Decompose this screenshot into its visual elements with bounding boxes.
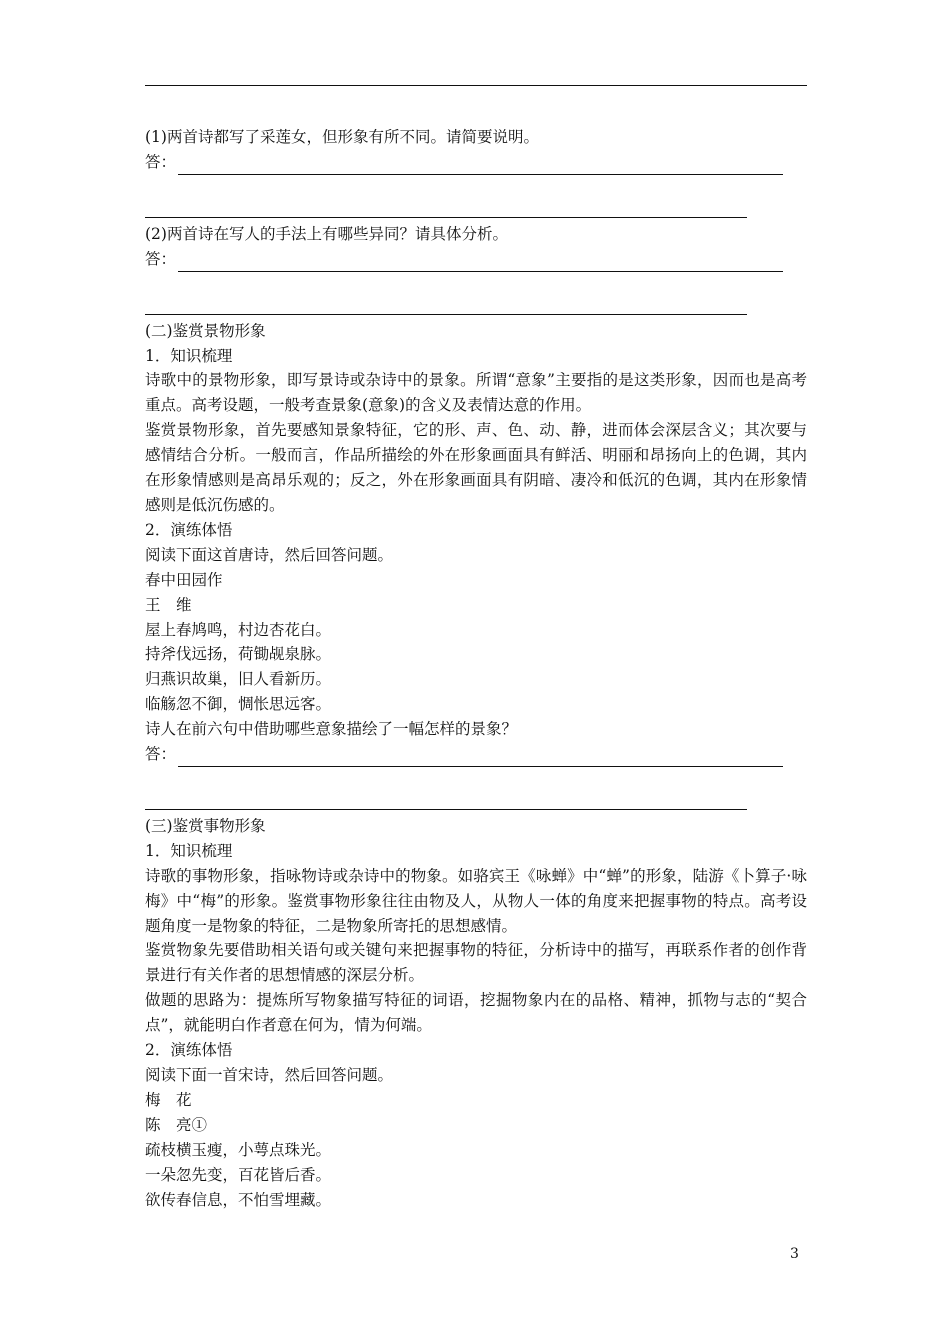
top-rule: [145, 85, 807, 86]
paragraph: 诗歌的事物形象，指咏物诗或杂诗中的物象。如骆宾王《咏蝉》中“蝉”的形象，陆游《卜算子·咏梅》中“梅”的形象。鉴赏事物形象往往由物及人，从物人一体的角度来把握事物的特点。高考设题角度一是物象的特征，二是物象所寄托的思想感情。: [145, 866, 807, 935]
answer-rule: [145, 297, 747, 315]
poem-line: 持斧伐远扬，荷锄觇泉脉。: [145, 645, 332, 664]
page-number: 3: [790, 1246, 799, 1262]
poem-title: 梅 花: [145, 1090, 192, 1109]
paragraph: 鉴赏物象先要借助相关语句或关键句来把握事物的特征，分析诗中的描写，再联系作者的创作背景进行有关作者的思想情感的深层分析。: [145, 941, 807, 985]
poem-author: 陈 亮①: [145, 1115, 208, 1134]
question: 诗人在前六句中借助哪些意象描绘了一幅怎样的景象？: [145, 720, 518, 739]
answer-rule: [145, 200, 747, 218]
answer-blank[interactable]: [178, 752, 783, 767]
answer-blank[interactable]: [178, 257, 783, 272]
subheading: 2．演练体悟: [145, 520, 233, 539]
paragraph: 鉴赏景物形象，首先要感知景象特征，它的形、声、色、动、静，进而体会深层含义；其次要与感情结合分析。一般而言，作品所描绘的外在形象画面具有鲜活、明丽和昂扬向上的色调，其内在形象情感则是高昂乐观的；反之，外在形象画面具有阴暗、凄冷和低沉的色调，其内在形象情感则是低沉伤感的。: [145, 421, 807, 514]
paragraph: 诗歌中的景物形象，即写景诗或杂诗中的景象。所谓“意象”主要指的是这类形象，因而也是高考重点。高考设题，一般考查景象(意象)的含义及表情达意的作用。: [145, 371, 807, 415]
document-body: [145, 125, 807, 1212]
section-heading: (三)鉴赏事物形象: [145, 816, 266, 835]
paragraph: 做题的思路为：提炼所写物象描写特征的词语，挖掘物象内在的品格、精神，抓物与志的“契合点”，就能明白作者意在何为，情为何端。: [145, 991, 807, 1035]
question-1: (1)两首诗都写了采莲女，但形象有所不同。请简要说明。: [145, 128, 539, 146]
poem-line: 疏枝横玉瘦，小萼点珠光。: [145, 1140, 332, 1159]
answer-label: 答：: [145, 249, 177, 268]
answer-label: 答：: [145, 745, 177, 764]
answer-blank[interactable]: [178, 160, 783, 175]
section-heading: (二)鉴赏景物形象: [145, 321, 266, 340]
answer-line: [145, 150, 807, 175]
answer-label: 答：: [145, 152, 177, 171]
poem-line: 临觞忽不御，惆怅思远客。: [145, 695, 332, 714]
poem-line: 归燕识故巢，旧人看新历。: [145, 670, 332, 689]
subheading: 1．知识梳理: [145, 346, 233, 365]
poem-title: 春中田园作: [145, 570, 223, 589]
reading-intro: 阅读下面这首唐诗，然后回答问题。: [145, 545, 394, 564]
answer-line: [145, 247, 807, 272]
question-2: (2)两首诗在写人的手法上有哪些异同？请具体分析。: [145, 224, 508, 243]
poem-line: 一朵忽先变，百花皆后香。: [145, 1165, 332, 1184]
subheading: 1．知识梳理: [145, 841, 233, 860]
answer-rule: [145, 792, 747, 810]
poem-line: 欲传春信息，不怕雪埋藏。: [145, 1190, 332, 1209]
poem-author: 王 维: [145, 595, 192, 614]
subheading: 2．演练体悟: [145, 1041, 233, 1060]
poem-line: 屋上春鸠鸣，村边杏花白。: [145, 620, 332, 639]
answer-line: [145, 742, 807, 767]
reading-intro: 阅读下面一首宋诗，然后回答问题。: [145, 1066, 394, 1084]
